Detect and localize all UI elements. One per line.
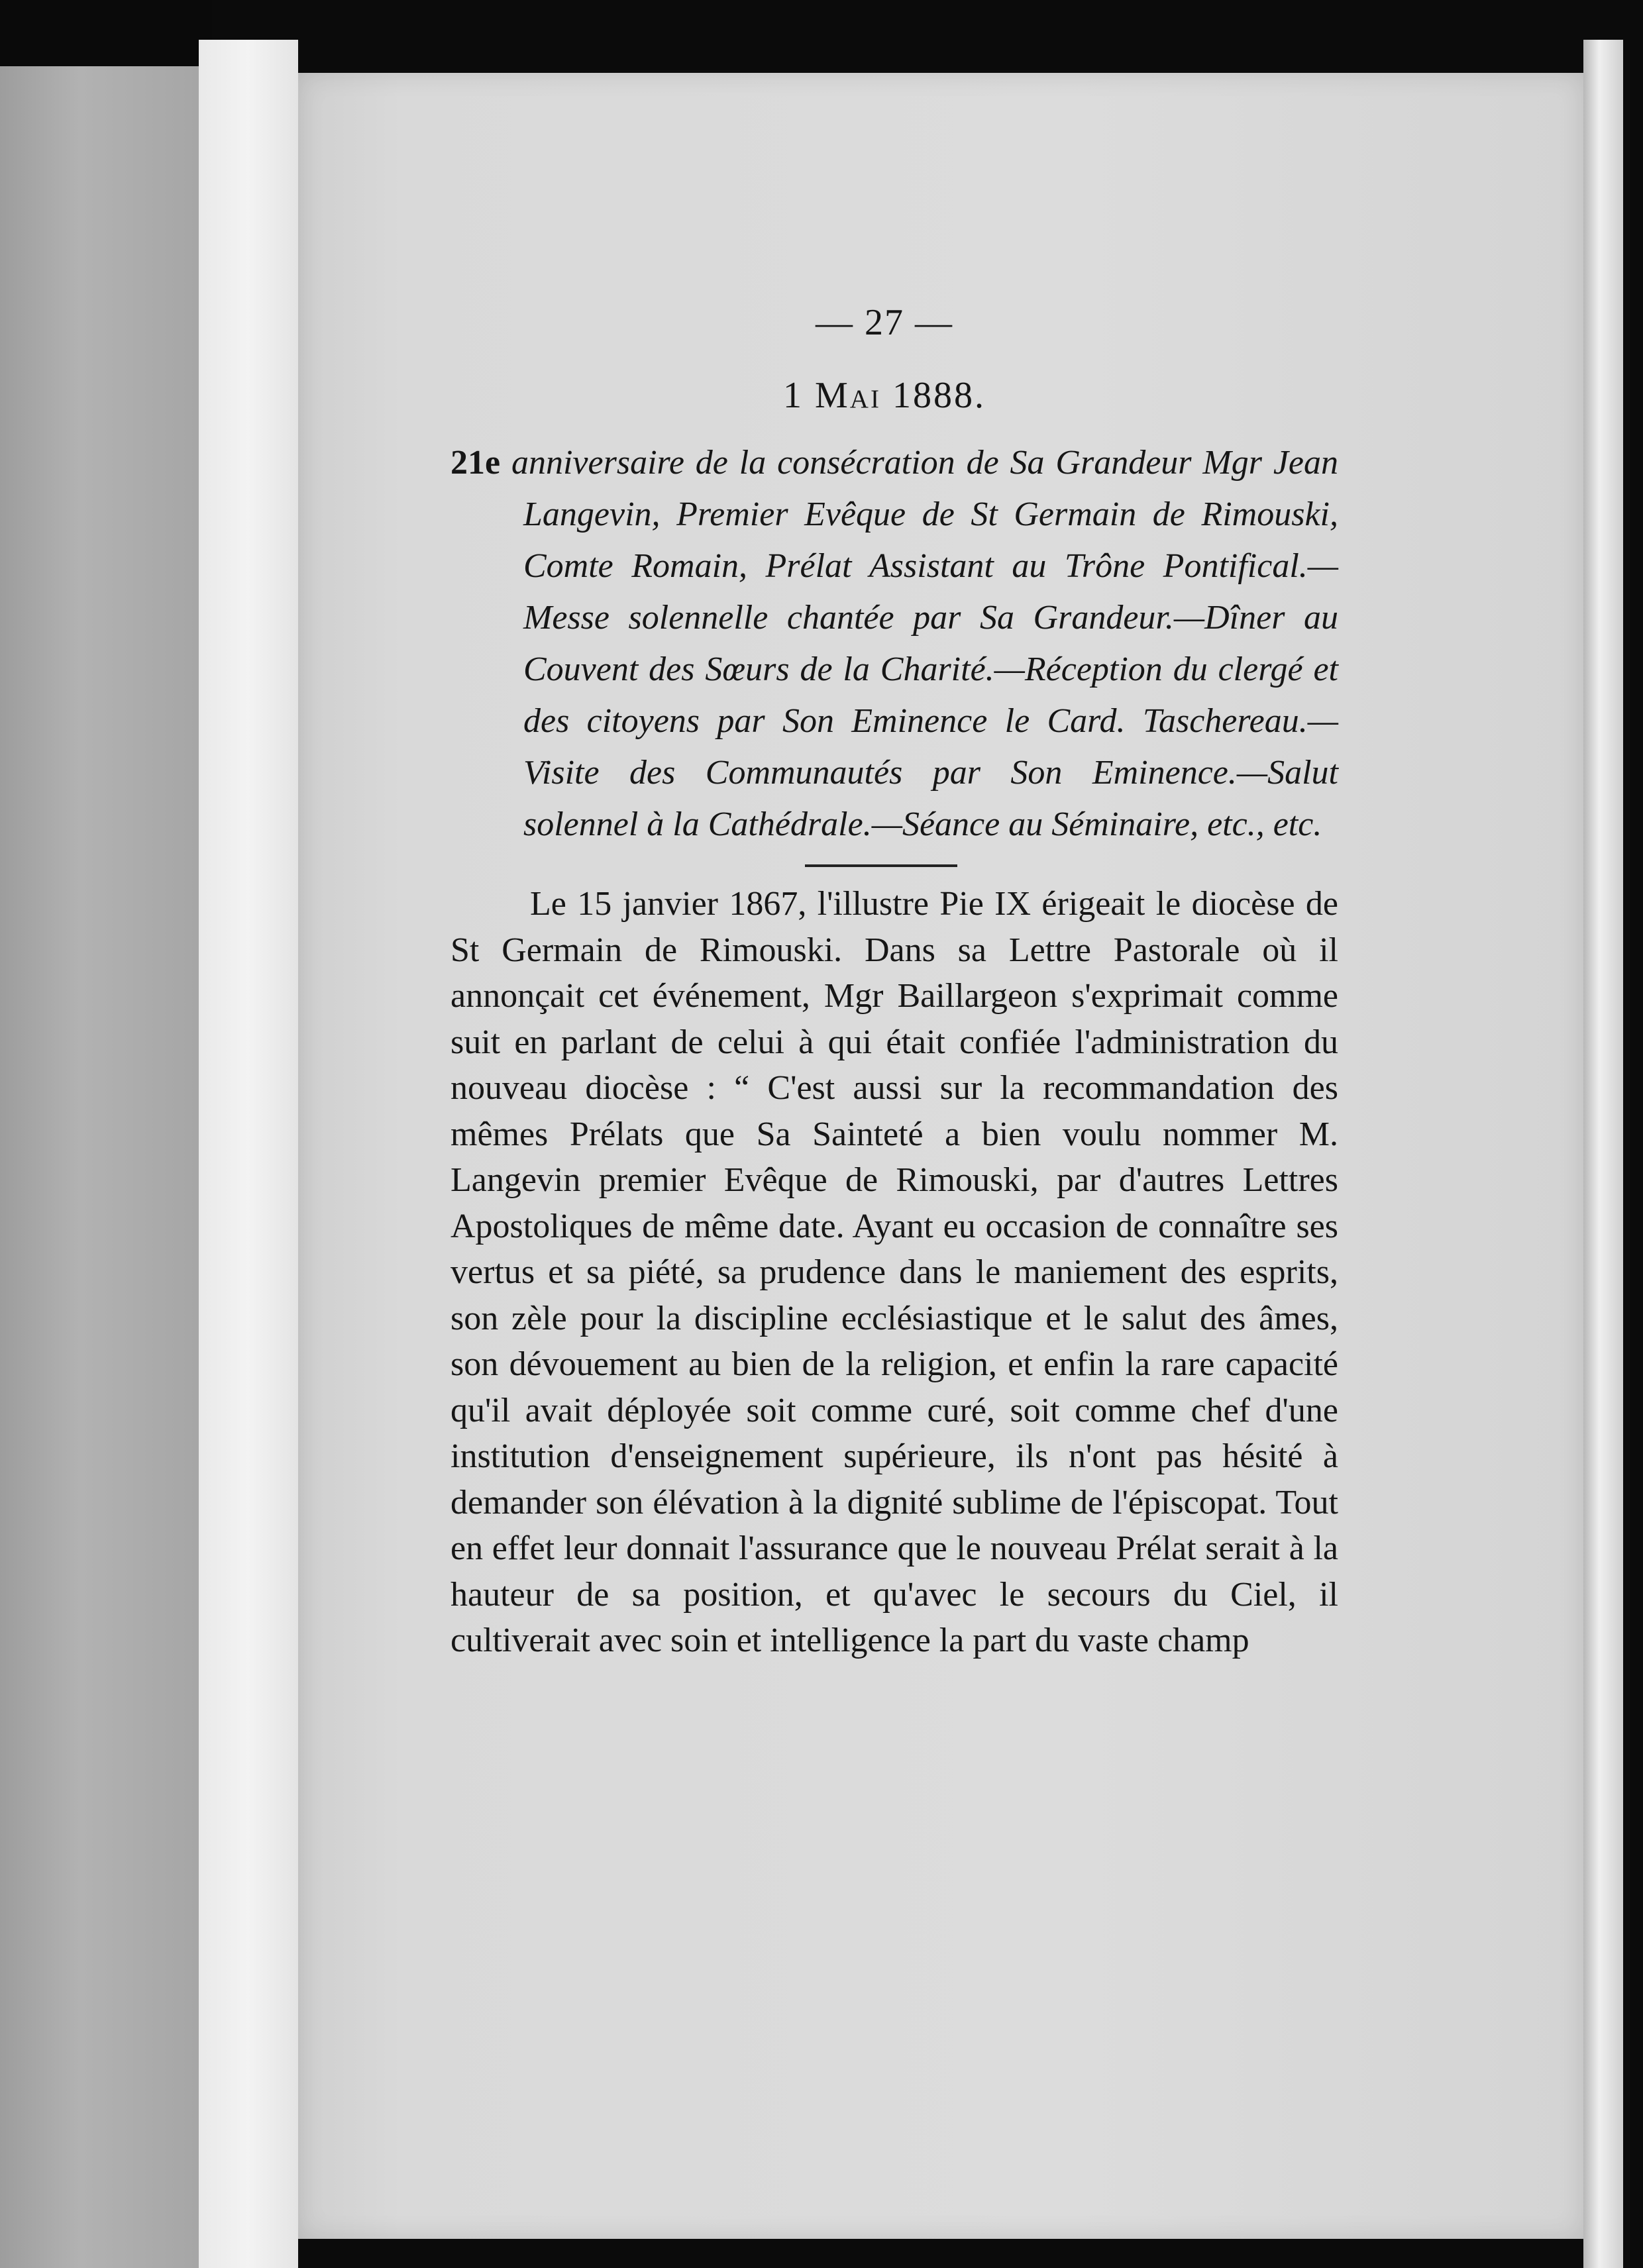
book-gutter: [199, 40, 298, 2268]
scanner-left-board: [0, 0, 199, 2268]
date-year: 1888.: [892, 375, 986, 416]
page-number: — 27 —: [816, 302, 953, 343]
scanner-top-strip: [0, 0, 212, 66]
date-month: Mai: [815, 375, 881, 416]
body-text: [450, 881, 1338, 1664]
date-heading: [729, 374, 1040, 417]
chapter-summary: [450, 437, 1338, 850]
summary-text: anniversaire de la consécration de Sa Grandeur Mgr Jean Langevin, Premier Evêque de St Germain de Rimouski, Comte Romain, Prélat Assistant au Trône Pontifical.— Messe solennelle chantée par Sa Grandeur.—Dîner au Couvent des Sœurs de la Charité.—Réception du clergé et des citoyens par Son Eminence le Card. Taschereau.—Visite des Communautés par Son Eminence.—Salut solennel à la Cathédrale.—Séance au Séminaire, etc., etc.: [511, 444, 1339, 843]
summary-ordinal: 21e: [450, 444, 501, 482]
body-paragraph: Le 15 janvier 1867, l'illustre Pie IX érigeait le diocèse de St Germain de Rimouski. Dans sa Lettre Pastorale où il annonçait cet événement, Mgr Baillargeon s'exprimait comme suit en parlant de celui à qui était confiée l'administration du nouveau diocèse : “ C'est aussi sur la recommandation des mêmes Prélats que Sa Sainteté a bien voulu nommer M. Langevin premier Evêque de Rimouski, par d'autres Lettres Apostoliques de même date. Ayant eu occasion de connaître ses vertus et sa piété, sa prudence dans le maniement des esprits, son zèle pour la discipline ecclésiastique et le salut des âmes, son dévouement au bien de la religion, et enfin la rare capacité qu'il avait déployée soit comme curé, soit comme chef d'une institution d'enseignement supérieure, ils n'ont pas hésité à demander son élévation à la dignité sublime de l'épiscopat. Tout en effet leur donnait l'assurance que le nouveau Prélat serait à la hauteur de sa position, et qu'avec le secours du Ciel, il cultiverait avec soin et intelligence la part du vaste champ: [450, 885, 1338, 1659]
section-divider: [805, 864, 957, 867]
date-day: 1: [783, 375, 804, 416]
page-right-edge: [1583, 40, 1623, 2268]
